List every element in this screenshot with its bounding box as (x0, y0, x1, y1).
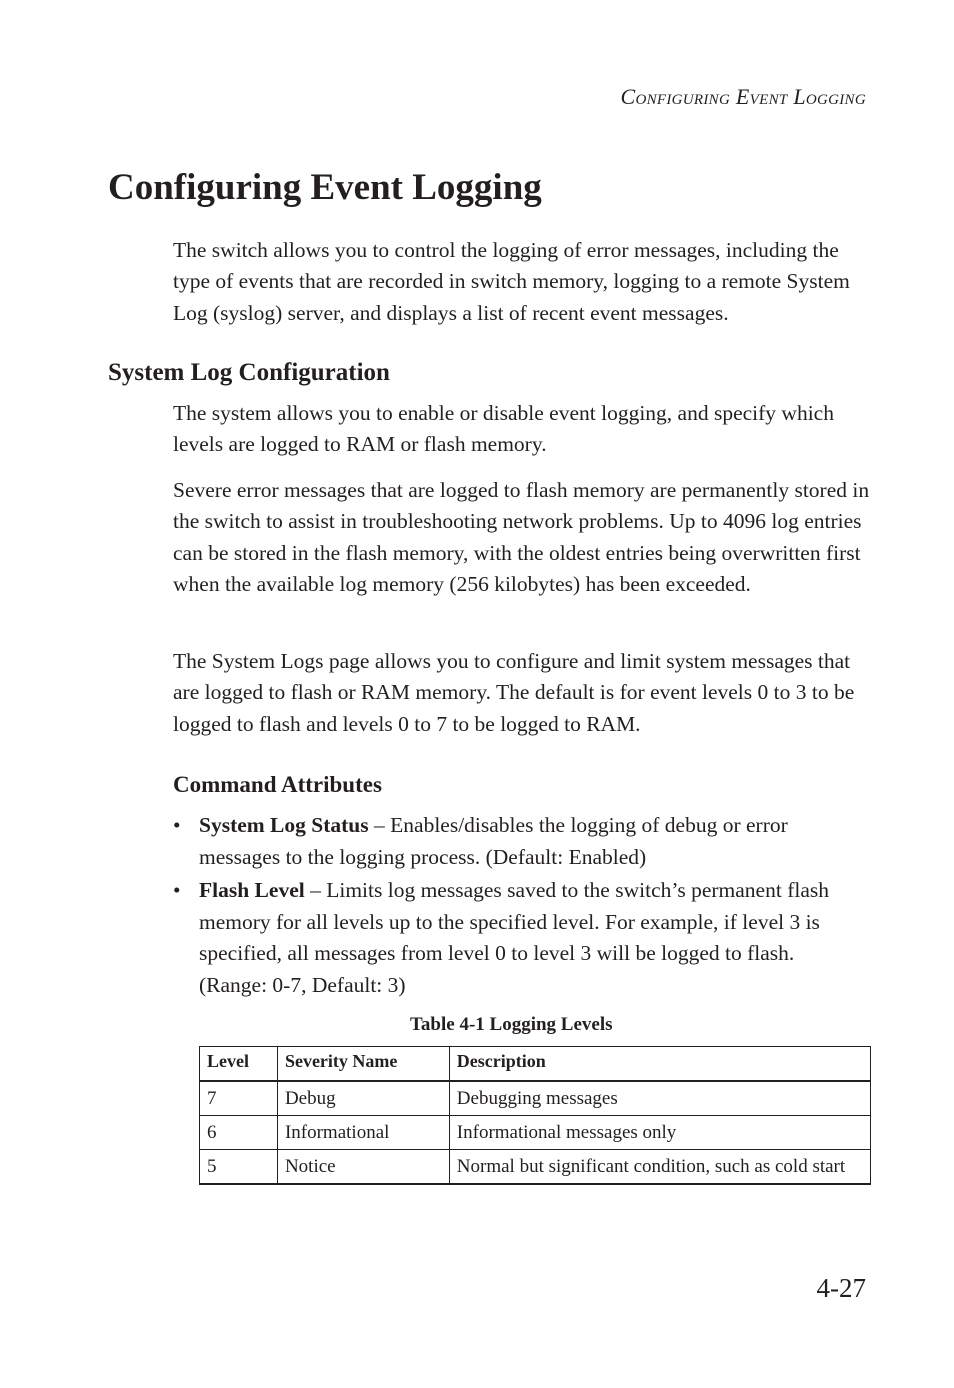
intro-paragraph: The switch allows you to control the logging of error messages, including the type of events that are recorded in switch memory, logging to a remote System Log (syslog) server, and displays a list of recent event messages. (173, 238, 850, 325)
bullet-description: – Limits log messages saved to the switch’s permanent flash memory for all levels up to the specified level. For example, if level 3 is specified, all messages from level 0 to level 3 will be logged to flash. (199, 878, 829, 966)
table-row (200, 1150, 871, 1185)
page-title: Configuring Event Logging (108, 167, 542, 208)
bullet-dot-icon: • (173, 813, 181, 837)
cell-description: Debugging messages (449, 1081, 870, 1116)
column-header-description: Description (449, 1047, 870, 1082)
cell-severity: Notice (277, 1150, 449, 1185)
bullet-item-flash-level (173, 875, 873, 970)
table-row (200, 1116, 871, 1150)
bullet-dot-icon: • (173, 878, 181, 902)
running-header: Configuring Event Logging (620, 84, 866, 109)
column-header-severity: Severity Name (277, 1047, 449, 1082)
bullet-term: System Log Status (199, 813, 369, 837)
section-paragraph-3: The System Logs page allows you to configure and limit system messages that are logged to flash or RAM memory. The default is for event levels 0 to 3 to be logged to flash and levels 0 to 7 to be logged to RAM. (173, 649, 855, 736)
subsection-title: Command Attributes (173, 772, 382, 797)
cell-severity: Informational (277, 1116, 449, 1150)
cell-level: 6 (200, 1116, 278, 1150)
cell-severity: Debug (277, 1081, 449, 1116)
cell-description: Informational messages only (449, 1116, 870, 1150)
section-paragraph-2: Severe error messages that are logged to flash memory are permanently stored in the switch to assist in troubleshooting network problems. Up to 4096 log entries can be stored in the flash memory, with the oldest entries being overwritten first when the available log memory (256 kilobytes) has been exceeded. (173, 478, 870, 596)
bullet-text (199, 810, 873, 873)
bullet-term: Flash Level (199, 878, 305, 902)
table-header-row (200, 1047, 871, 1082)
logging-levels-table (199, 1046, 871, 1185)
cell-level: 7 (200, 1081, 278, 1116)
column-header-level: Level (200, 1047, 278, 1082)
table-caption: Table 4-1 Logging Levels (410, 1014, 613, 1035)
table-row (200, 1081, 871, 1116)
page-number: 4-27 (816, 1273, 866, 1303)
bullet-item-system-log-status (173, 810, 873, 873)
cell-description: Normal but significant condition, such as cold start (449, 1150, 870, 1185)
section-paragraph-1: The system allows you to enable or disable event logging, and specify which levels are logged to RAM or flash memory. (173, 401, 834, 457)
range-note: (Range: 0-7, Default: 3) (199, 973, 406, 997)
section-title: System Log Configuration (108, 359, 390, 386)
bullet-text (199, 875, 873, 970)
bullet-description: – Enables/disables the logging of debug or error messages to the logging process. (Default: Enabled) (199, 813, 788, 869)
cell-level: 5 (200, 1150, 278, 1185)
